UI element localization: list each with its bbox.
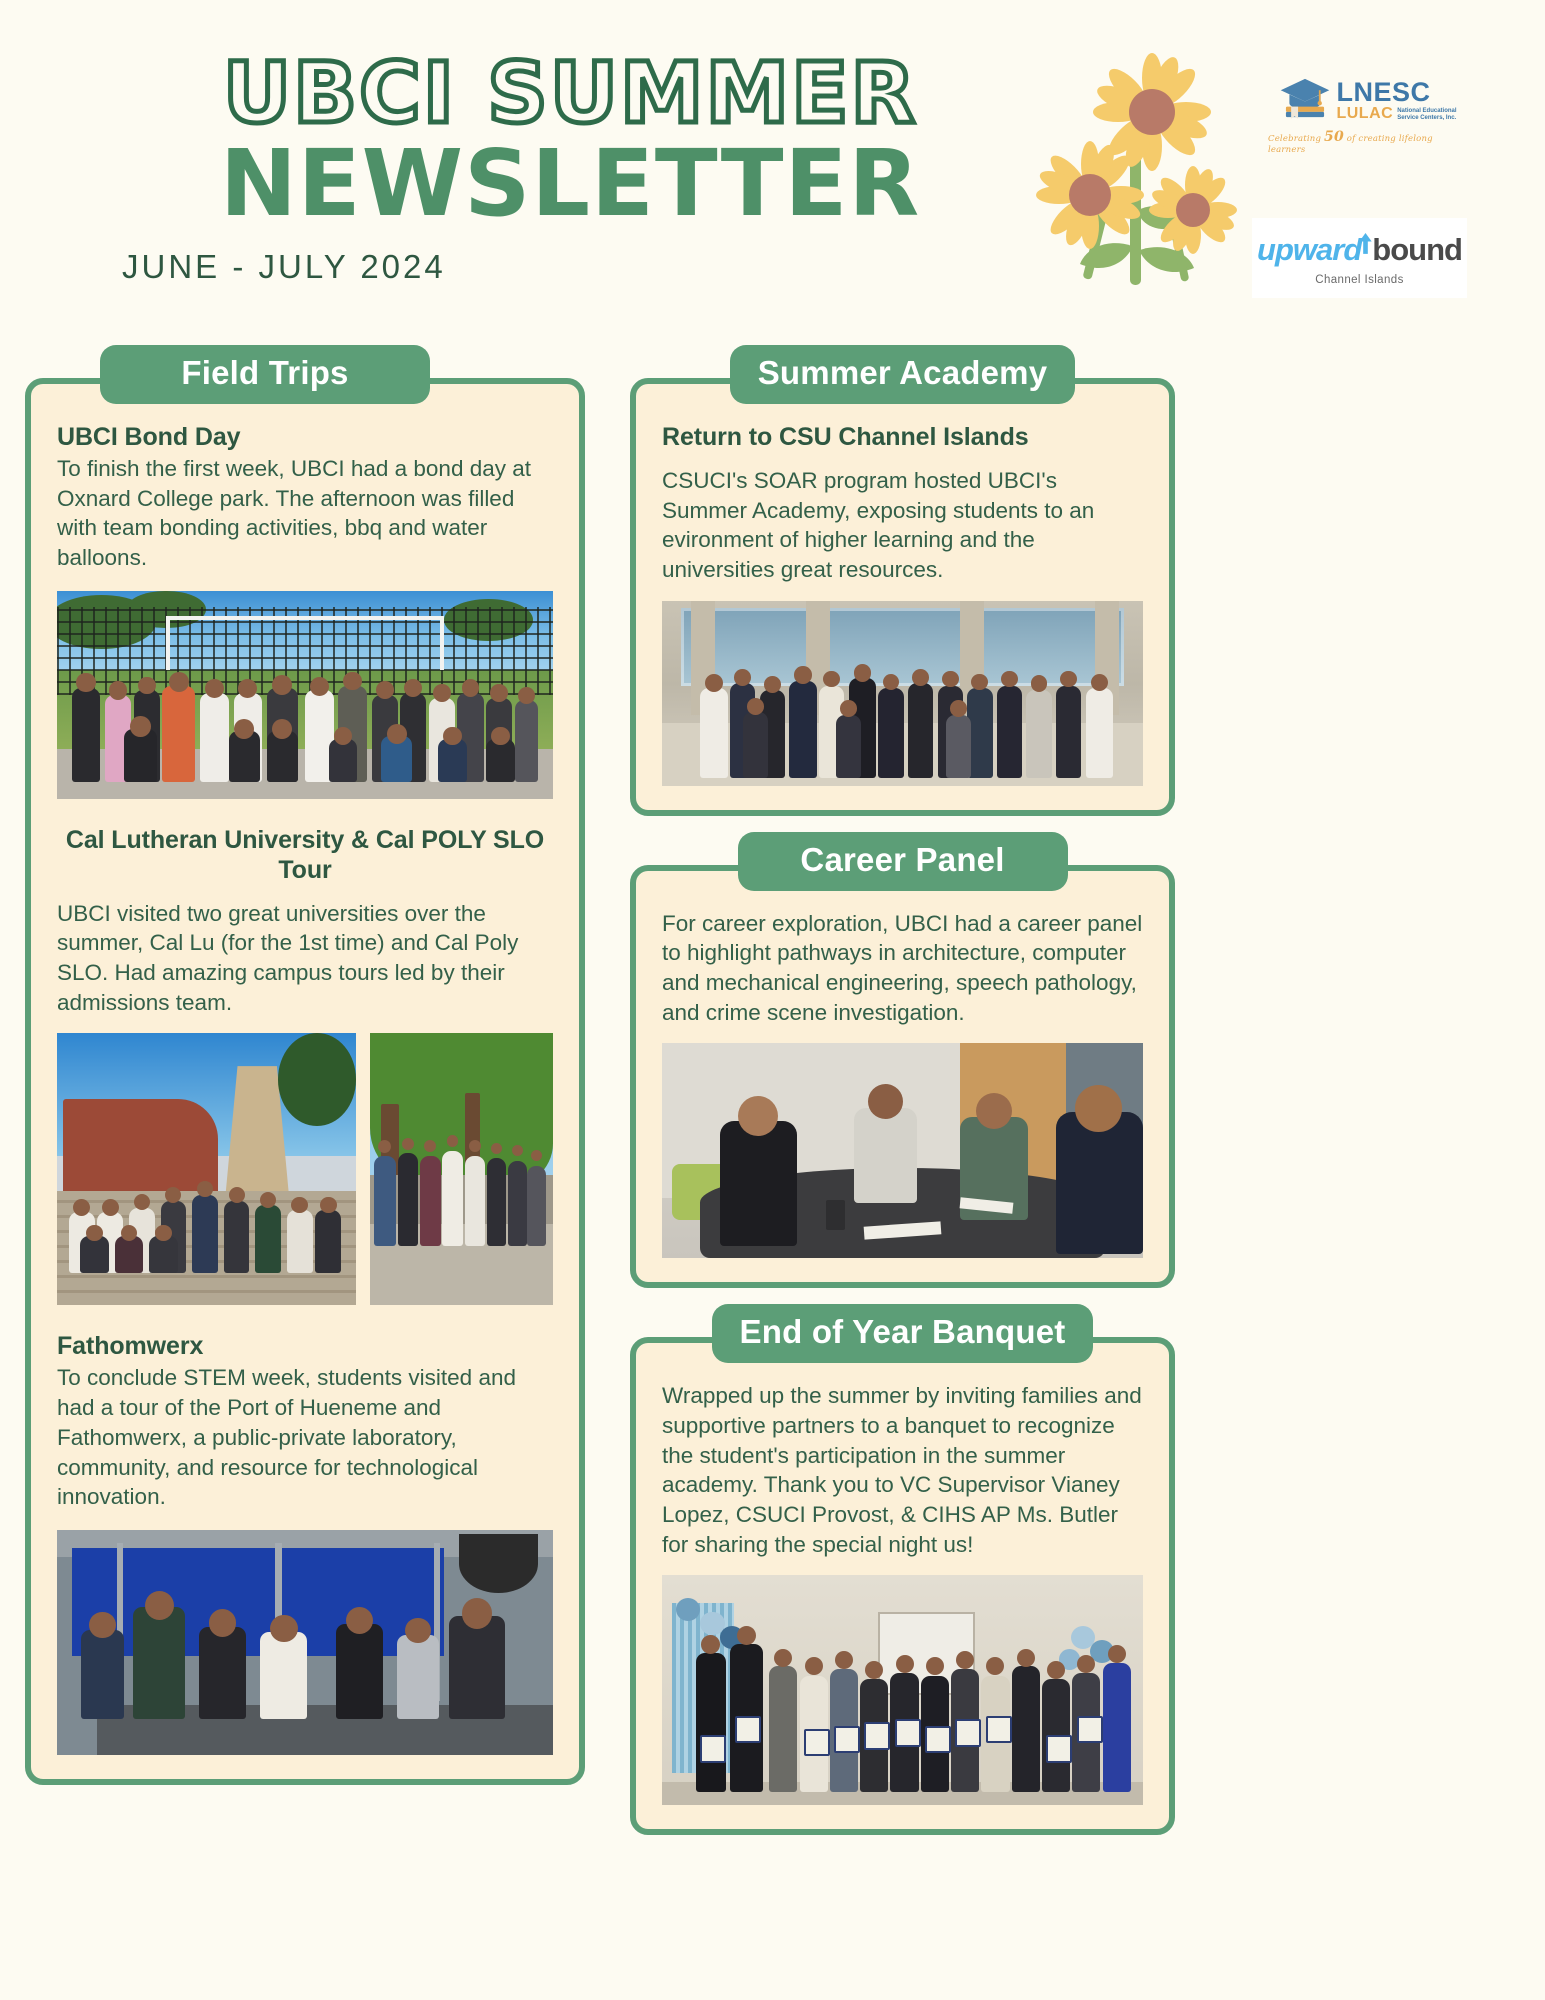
right-column (630, 345, 1175, 1851)
title-line-1: UBCI SUMMER (222, 44, 918, 142)
fathomwerx-photo (57, 1530, 553, 1755)
lnesc-wordmark: LNESC (1336, 77, 1431, 107)
section-career-panel (630, 832, 1175, 1289)
lnesc-desc-line2: Service Centers, Inc. (1397, 115, 1457, 122)
article-fathomwerx (57, 1331, 553, 1754)
cal-lutheran-photo (57, 1033, 356, 1305)
article-heading: Fathomwerx (57, 1332, 204, 1361)
article-body: To finish the first week, UBCI had a bond day at Oxnard College park. The afternoon was filled with team bonding activities, bbq and water balloons. (57, 455, 532, 571)
summer-academy-card (630, 378, 1175, 816)
lnesc-tagline-number: 50 (1324, 129, 1344, 145)
lnesc-tagline (1268, 129, 1468, 155)
banquet-card (630, 1337, 1175, 1835)
banquet-photo (662, 1575, 1143, 1805)
sunflower-icon (1030, 50, 1245, 290)
tab-summer-academy[interactable]: Summer Academy (730, 345, 1076, 404)
field-trips-card (25, 378, 585, 1785)
left-column (25, 345, 585, 1801)
page-title (120, 44, 1020, 238)
article-heading: Cal Lutheran University & Cal POLY SLO Tour (65, 825, 545, 884)
tab-field-trips[interactable]: Field Trips (100, 345, 430, 404)
upward-wordmark: upward (1257, 232, 1362, 267)
upward-bound-subtitle: Channel Islands (1315, 273, 1404, 286)
newsletter-header (0, 0, 1545, 300)
section-body: Wrapped up the summer by inviting families and supportive partners to a banquet to recognize the student's participation in the summer academy. Thank you to VC Supervisor Vianey Lopez, CSUCI Provost, & CIHS AP Ms. Butler for sharing the special night us! (662, 1383, 1142, 1557)
tab-end-of-year-banquet[interactable]: End of Year Banquet (712, 1304, 1094, 1363)
career-panel-photo (662, 1043, 1143, 1258)
lnesc-tagline-pre: Celebrating (1268, 134, 1325, 144)
cal-poly-slo-photo (370, 1033, 553, 1305)
title-line-2: NEWSLETTER (219, 130, 921, 238)
bound-wordmark: bound (1372, 232, 1462, 267)
campus-photo-pair (57, 1033, 553, 1305)
graduation-cap-icon (1279, 75, 1331, 126)
section-body: For career exploration, UBCI had a career panel to highlight pathways in architecture, computer and mechanical engineering, speech pathology, and crime scene investigation. (662, 910, 1143, 1025)
lnesc-tagline-post: of creating lifelong learners (1268, 134, 1433, 155)
article-body: UBCI visited two great universities over the summer, Cal Lu (for the 1st time) and Cal Poly SLO. Had amazing campus tours led by their admissions team. (57, 900, 519, 1015)
csuci-photo (662, 601, 1143, 786)
section-summer-academy (630, 345, 1175, 816)
article-ubci-bond-day (57, 422, 553, 799)
section-body: CSUCI's SOAR program hosted UBCI's Summer Academy, exposing students to an evironment of higher learning and the universities great resources. (662, 467, 1095, 583)
bond-day-photo (57, 591, 553, 799)
section-end-of-year-banquet (630, 1304, 1175, 1835)
article-body: To conclude STEM week, students visited and had a tour of the Port of Hueneme and Fathomwerx, a public-private laboratory, community, and resource for technological innovation. (57, 1365, 516, 1510)
article-heading: UBCI Bond Day (57, 422, 241, 451)
tab-career-panel[interactable]: Career Panel (738, 832, 1068, 891)
section-heading: Return to CSU Channel Islands (662, 422, 1029, 451)
article-cal-lutheran-cal-poly (57, 825, 553, 1306)
career-panel-card (630, 865, 1175, 1289)
upward-bound-logo (1252, 218, 1467, 298)
section-field-trips (25, 345, 585, 1785)
date-range: JUNE - JULY 2024 (122, 248, 446, 285)
lnesc-desc-line1: National Educational (1397, 108, 1457, 115)
lnesc-logo (1268, 70, 1468, 160)
lulac-wordmark: LULAC (1336, 105, 1394, 122)
